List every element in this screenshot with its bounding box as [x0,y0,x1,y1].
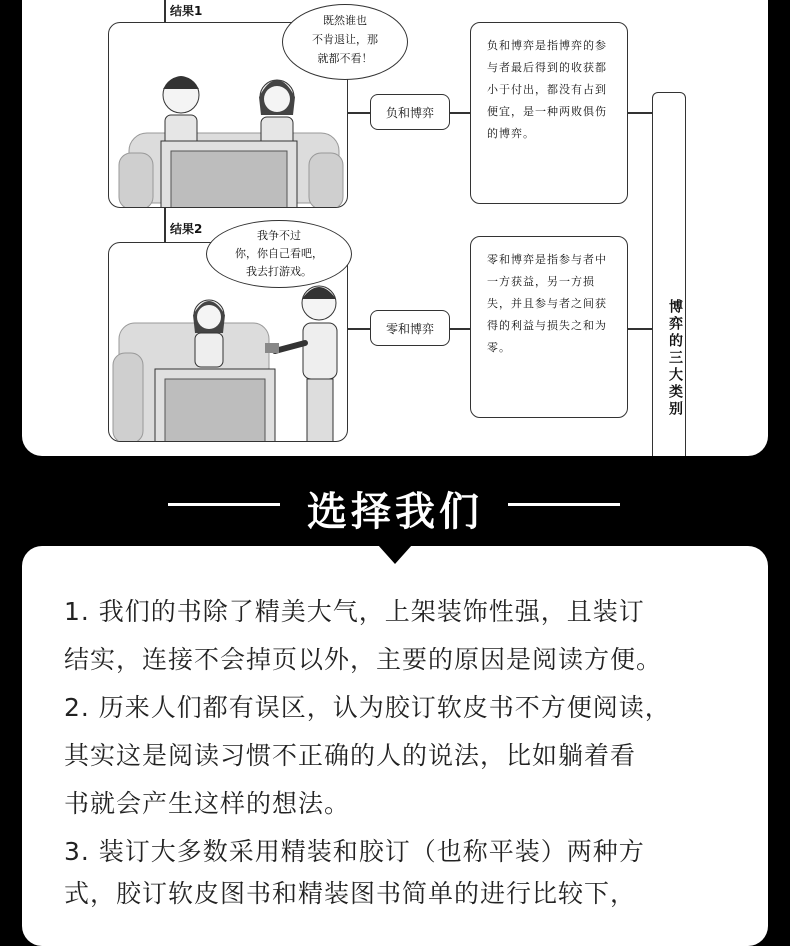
result1-speech-bubble: 既然谁也 不肯退让，那 就都不看！ [282,4,408,80]
negative-sum-game-node: 负和博弈 [370,94,450,130]
body-line: 书就会产生这样的想法。 [64,789,351,818]
body-line: 2. 历来人们都有误区，认为胶订软皮书不方便阅读， [64,693,671,722]
body-line: 1. 我们的书除了精美大气，上架装饰性强，且装订 [64,597,645,626]
connector [628,328,652,330]
card-notch [378,545,412,564]
connector [164,208,166,242]
body-line: 式，胶订软皮图书和精装图书简单的进行比较下， [64,879,637,908]
connector [348,112,370,114]
game-categories-label: 博弈的三大类别 [652,92,686,456]
zero-sum-game-node: 零和博弈 [370,310,450,346]
zero-sum-definition: 零和博弈是指参与者中一方获益，另一方损失，并且参与者之间获得的利益与损失之和为零。 [470,236,628,418]
connector [164,0,166,22]
section-title: 选择我们 [307,489,483,535]
connector [450,328,470,330]
top-illustration-card [22,0,768,456]
result2-label: 结果2 [170,222,203,236]
result1-label: 结果1 [170,4,203,18]
body-line: 3. 装订大多数采用精装和胶订（也称平装）两种方 [64,837,645,866]
body-line: 其实这是阅读习惯不正确的人的说法，比如躺着看 [64,741,637,770]
result2-speech-bubble: 我争不过 你，你自己看吧， 我去打游戏。 [206,220,352,288]
connector [450,112,470,114]
connector [628,112,652,114]
title-rule-right [508,503,620,506]
body-line: 结实，连接不会掉页以外，主要的原因是阅读方便。 [64,645,663,674]
negative-sum-definition: 负和博弈是指博弈的参与者最后得到的收获都小于付出，都没有占到便宜，是一种两败俱伤的博弈。 [470,22,628,204]
connector [348,328,370,330]
